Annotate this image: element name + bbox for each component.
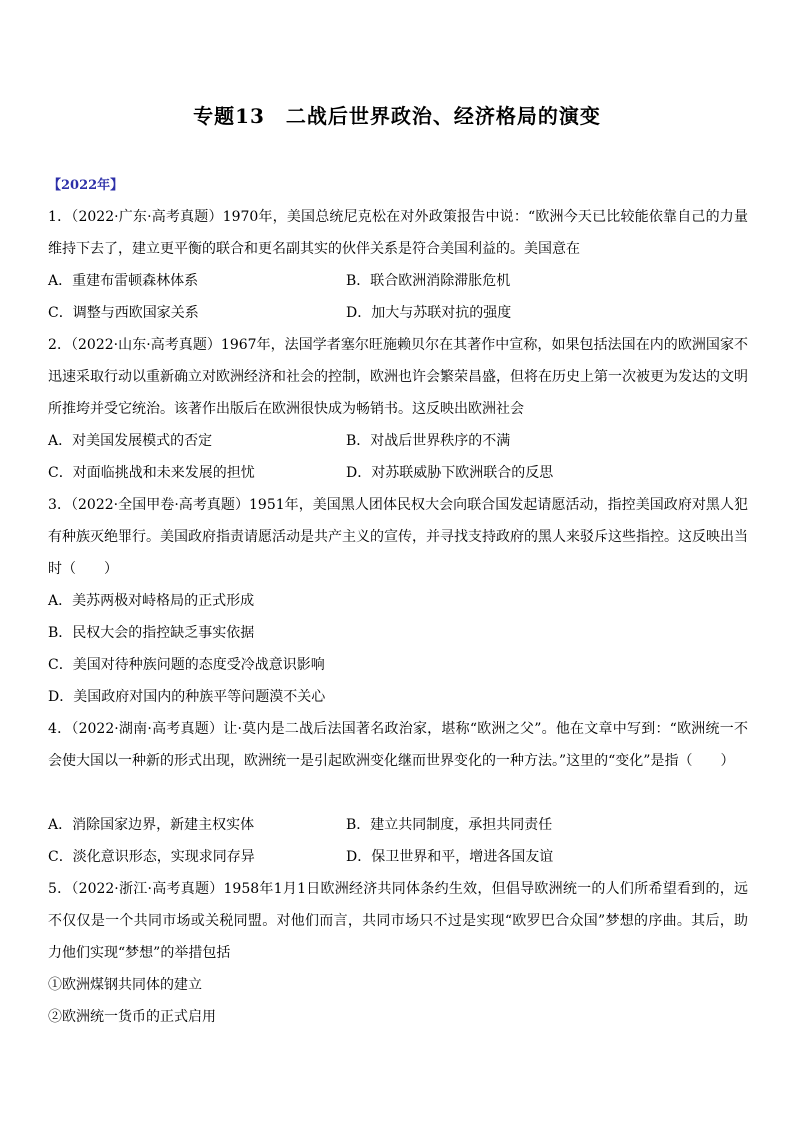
option-c: C．调整与西欧国家关系 (48, 305, 199, 321)
question-3-stem: 3．（2022·全国甲卷·高考真题）1951年，美国黑人团体民权大会向联合国发起请愿活动，指控美国政府对黑人犯有种族灭绝罪行。美国政府指责请愿活动是共产主义的宣传，并寻找支持政府的黑人来驳斥这些指控。这反映出当时（ ） (48, 497, 748, 577)
option-a: A．美苏两极对峙格局的正式形成 (48, 593, 255, 609)
option-c: C．对面临挑战和未来发展的担忧 (48, 465, 255, 481)
option-d: D．加大与苏联对抗的强度 (346, 305, 512, 321)
option-c: C．淡化意识形态，实现求同存异 (48, 849, 255, 865)
option-a: A．对美国发展模式的否定 (48, 433, 213, 449)
question-1-options (48, 265, 748, 329)
option-b: B．联合欧洲消除滞胀危机 (346, 273, 511, 289)
question-2-options (48, 425, 748, 489)
option-c: C．美国对待种族问题的态度受冷战意识影响 (48, 657, 325, 673)
question-4-stem: 4．（2022·湖南·高考真题）让·莫内是二战后法国著名政治家，堪称“欧洲之父”。他在文章中写到：“欧洲统一不会使大国以一种新的形式出现，欧洲统一是引起欧洲变化继而世界变化的一种方法。”这里的“变化”是指（ ） (48, 721, 748, 769)
section-heading: 【2022年】 (48, 178, 124, 193)
question-2-stem: 2．（2022·山东·高考真题）1967年，法国学者塞尔旺施赖贝尔在其著作中宣称，如果包括法国在内的欧洲国家不迅速采取行动以重新确立对欧洲经济和社会的控制，欧洲也许会繁荣昌盛，但将在历史上第一次被更为发达的文明所推垮并受它统治。该著作出版后在欧洲很快成为畅销书。这反映出欧洲社会 (48, 337, 748, 417)
option-b: B．民权大会的指控缺乏事实依据 (48, 625, 255, 641)
option-d: D．保卫世界和平，增进各国友谊 (346, 849, 554, 865)
statement-1: ①欧洲煤钢共同体的建立 (48, 977, 202, 993)
question-5-stem: 5．（2022·浙江·高考真题）1958年1月1日欧洲经济共同体条约生效，但倡导欧洲统一的人们所希望看到的，远不仅仅是一个共同市场或关税同盟。对他们而言，共同市场只不过是实现“欧罗巴合众国”梦想的序曲。其后，助力他们实现“梦想”的举措包括 (48, 881, 748, 961)
option-d: D．美国政府对国内的种族平等问题漠不关心 (48, 689, 326, 705)
page-title: 专题13 二战后世界政治、经济格局的演变 (193, 104, 601, 128)
question-1-stem: 1．（2022·广东·高考真题）1970年，美国总统尼克松在对外政策报告中说：“欧洲今天已比较能依靠自己的力量维持下去了，建立更平衡的联合和更名副其实的伙伴关系是符合美国利益的。美国意在 (48, 209, 748, 257)
statement-2: ②欧洲统一货币的正式启用 (48, 1009, 216, 1025)
option-a: A．重建布雷顿森林体系 (48, 273, 199, 289)
option-b: B．对战后世界秩序的不满 (346, 433, 511, 449)
option-a: A．消除国家边界，新建主权实体 (48, 817, 255, 833)
option-b: B．建立共同制度，承担共同责任 (346, 817, 553, 833)
option-d: D．对苏联威胁下欧洲联合的反思 (346, 465, 554, 481)
question-4-options (48, 809, 748, 873)
